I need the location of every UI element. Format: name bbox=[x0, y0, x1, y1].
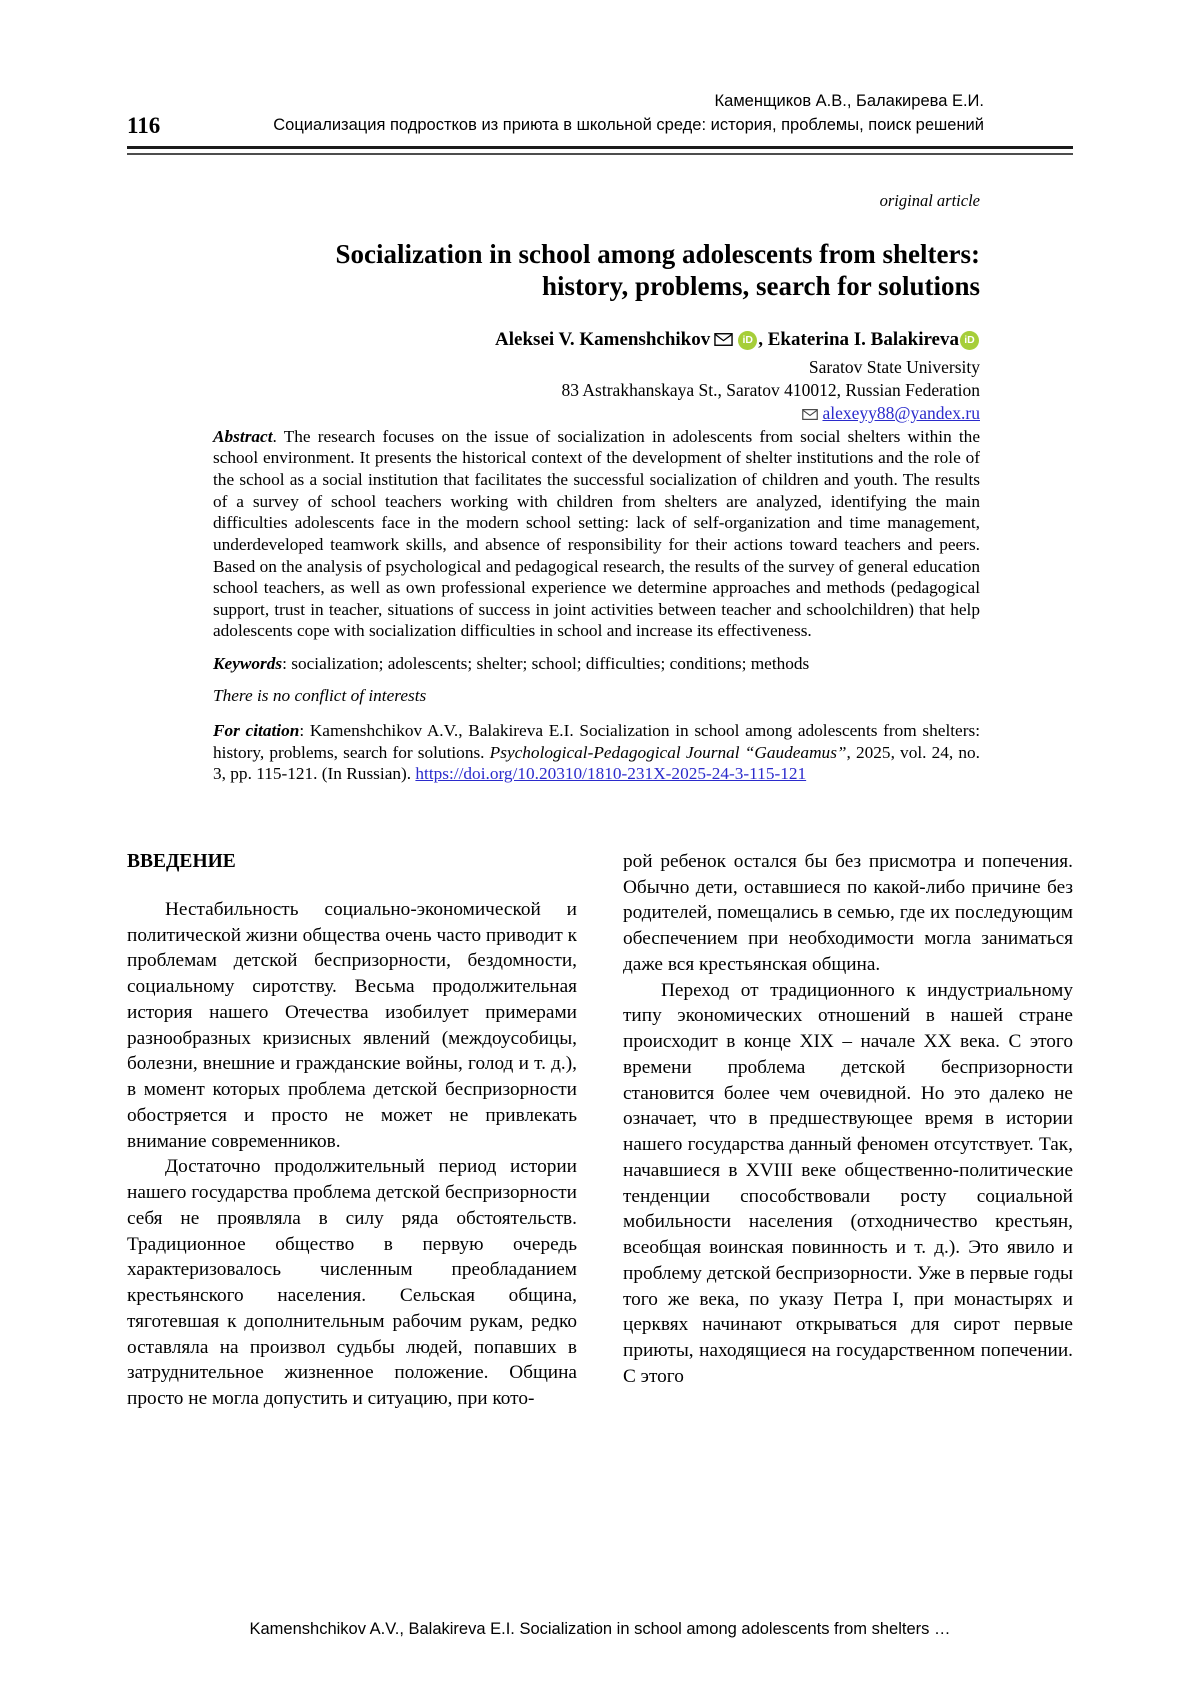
running-footer: Kamenshchikov A.V., Balakireva E.I. Socialization in school among adolescents from shelters … bbox=[249, 1620, 951, 1638]
body-paragraph: Достаточно продолжительный период истории нашего государства проблема детской беспризорности себя не проявляла в силу ряда обстоятельств. Традиционное общество в первую очередь характеризовалось численным преобладанием крестьянского населения. Сельская община, тяготевшая к дополнительным рабочим рукам, редко оставляла на произвол судьбы людей, попавших в затруднительное жизненное положение. Община просто не могла допустить и ситуацию, при кото- bbox=[127, 1156, 577, 1410]
for-citation bbox=[213, 720, 980, 785]
article-title-line1: Socialization in school among adolescents from shelters: bbox=[335, 238, 980, 269]
affiliation-block bbox=[213, 356, 980, 426]
orcid-icon[interactable]: iD bbox=[960, 331, 979, 350]
doi-link[interactable]: https://doi.org/10.20310/1810-231X-2025-24-3-115-121 bbox=[415, 764, 807, 784]
email-line bbox=[213, 402, 980, 426]
article-title bbox=[213, 239, 980, 303]
article-meta bbox=[213, 191, 980, 785]
header-rule-thick bbox=[127, 146, 1073, 149]
email-link[interactable]: alexeyy88@yandex.ru bbox=[822, 402, 980, 423]
body-paragraph: Нестабильность социально-экономической и политической жизни общества очень часто приводит к проблемам детской беспризорности, бездомности, социальному сиротству. Весьма продолжительная история нашего Отечества изобилует примерами разнообразных кризисных явлений (междоусобицы, болезни, внешние и гражданские войны, голод и т. д.), в момент которых проблема детской беспризорности обостряется и просто не может не привлекать внимание современников. bbox=[127, 898, 577, 1152]
article-title-line2: history, problems, search for solutions bbox=[541, 270, 980, 301]
running-title-ru: Социализация подростков из приюта в школьной среде: история, проблемы, поиск решений bbox=[273, 115, 984, 134]
keywords-label: Keywords bbox=[213, 653, 283, 673]
abstract bbox=[213, 426, 980, 642]
authors-line bbox=[213, 329, 980, 352]
abstract-text: . The research focuses on the issue of socialization in adolescents from social shelters within the school environment. It presents the historical context of the development of shelter institutions and the role of the school as a social institution that facilitates the successful socialization of children and youth. The results of a survey of school teachers working with children from shelters are analyzed, identifying the main difficulties adolescents face in the modern school setting: lack of self-organization and time management, underdeveloped teamwork skills, and absence of responsibility for their actions toward teachers and peers. Based on the analysis of psychological and pedagogical research, the results of the survey of general education school teachers, as well as own professional experience we determine approaches and methods (pedagogical support, trust in teacher, situations of success in joint activities between teacher and schoolchildren) that help adolescents cope with socialization difficulties in school and increase its effectiveness. bbox=[213, 426, 980, 641]
keywords bbox=[213, 654, 980, 674]
article-type-label: original article bbox=[879, 190, 980, 210]
envelope-icon bbox=[802, 403, 818, 426]
running-header-right bbox=[273, 90, 984, 138]
affiliation: Saratov State University bbox=[808, 356, 980, 377]
envelope-icon bbox=[714, 330, 733, 352]
citation-label: For citation bbox=[213, 720, 300, 740]
citation-part1: : Kamenshchikov A.V., Balakireva E.I. Socialization in school among adolescents from shelters: history, problems, search for solutions. bbox=[213, 720, 980, 762]
running-authors-ru: Каменщиков А.В., Балакирева Е.И. bbox=[714, 92, 984, 110]
body-columns bbox=[127, 849, 1073, 1412]
author-1-name: Aleksei V. Kamenshchikov bbox=[495, 328, 711, 350]
right-column bbox=[623, 849, 1073, 1412]
affiliation-address: 83 Astrakhanskaya St., Saratov 410012, Russian Federation bbox=[561, 379, 980, 400]
section-title-introduction: ВВЕДЕНИЕ bbox=[127, 850, 236, 872]
left-column bbox=[127, 849, 577, 1412]
author-2-name: Ekaterina I. Balakireva bbox=[767, 328, 959, 350]
header-rule-thin bbox=[127, 153, 1073, 155]
keywords-text: : socialization; adolescents; shelter; school; difficulties; conditions; methods bbox=[282, 653, 810, 673]
journal-name: Psychological-Pedagogical Journal “Gaudeamus” bbox=[489, 742, 847, 762]
conflict-statement: There is no conflict of interests bbox=[213, 685, 427, 705]
running-header bbox=[127, 0, 1073, 138]
abstract-label: Abstract bbox=[213, 426, 273, 446]
citation-part2: , 2025, vol. 24, no. 3, pp. 115-121. (In Russian). bbox=[213, 742, 980, 784]
page-number: 116 bbox=[127, 112, 161, 138]
author-separator: , bbox=[758, 328, 768, 350]
body-paragraph: Переход от традиционного к индустриальному типу экономических отношений в нашей стране происходит в конце XIX – начале XX века. С этого времени проблема детской беспризорности становится более чем очевидной. Но это далеко не означает, что в предшествующее время в истории нашего государства данный феномен отсутствует. Так, начавшиеся в XVIII веке общественно-политические тенденции способствовали росту социальной мобильности населения (отходничество крестьян, всеобщая воинская повинность и т. д.). Это явило и проблему детской беспризорности. Уже в первые годы того же века, по указу Петра I, при монастырях и церквях начинают открываться для сирот первые приюты, находящиеся на государственном попечении. С этого bbox=[623, 979, 1073, 1387]
orcid-icon[interactable]: iD bbox=[738, 331, 757, 350]
body-paragraph: рой ребенок остался бы без присмотра и попечения. Обычно дети, оставшиеся по какой-либо причине без родителей, помещались в семью, где их последующим обеспечением при необходимости могла заниматься даже вся крестьянская община. bbox=[623, 850, 1073, 975]
